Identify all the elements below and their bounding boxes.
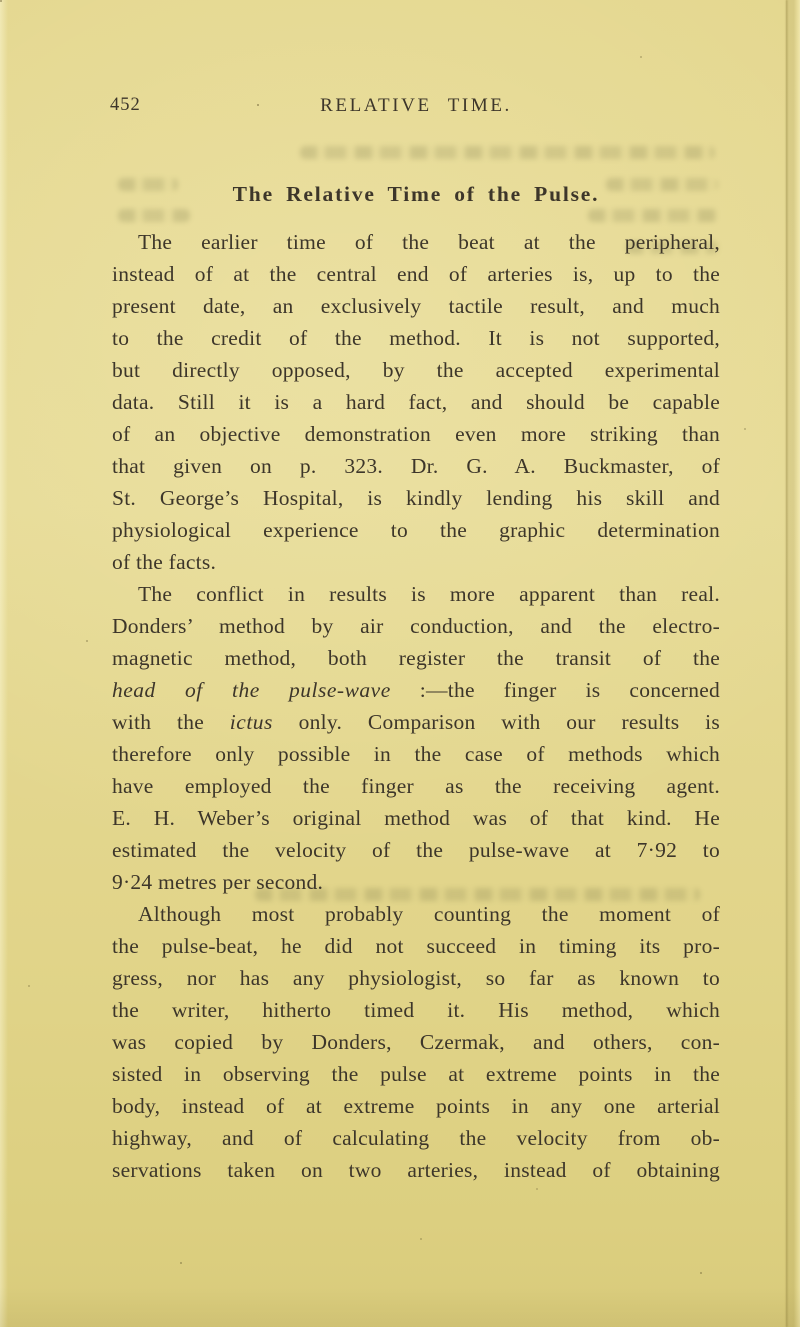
text-line: servations taken on two arteries, instead of obtaining	[112, 1158, 720, 1182]
text-line: 9·24 metres per second.	[112, 870, 324, 894]
text-line: of the facts.	[112, 550, 217, 574]
text-line: instead of at the central end of arteries is, up to the	[112, 262, 720, 286]
text-line: to the credit of the method. It is not supported,	[112, 326, 720, 350]
text-line: The conflict in results is more apparent than real.	[138, 582, 720, 606]
text-line: head of the pulse-wave :—the finger is concerned	[112, 678, 720, 702]
text-line: the pulse-beat, he did not succeed in timing its pro-	[112, 934, 720, 958]
text-line: E. H. Weber’s original method was of that kind. He	[112, 806, 720, 830]
text-line: but directly opposed, by the accepted experimental	[112, 358, 720, 382]
text-line: estimated the velocity of the pulse-wave at 7·92 to	[112, 838, 720, 862]
text-line: sisted in observing the pulse at extreme points in the	[112, 1062, 720, 1086]
section-heading: The Relative Time of the Pulse.	[232, 182, 600, 206]
text-line: Although most probably counting the moment of	[138, 902, 720, 926]
page-number: 452	[110, 95, 141, 115]
text-line: have employed the finger as the receiving agent.	[112, 774, 720, 798]
text-line: Donders’ method by air conduction, and the electro-	[112, 614, 720, 638]
text-line: was copied by Donders, Czermak, and others, con-	[112, 1030, 720, 1054]
page-right-edge-crease	[785, 0, 788, 1327]
show-through-ghost-line	[588, 209, 718, 222]
page-right-edge-band	[786, 0, 800, 1327]
show-through-ghost-line	[300, 146, 715, 159]
running-head-title: RELATIVE TIME.	[320, 95, 512, 116]
show-through-ghost-line	[118, 209, 190, 222]
paper-specks	[0, 0, 2, 2]
text-line: gress, nor has any physiologist, so far as known to	[112, 966, 720, 990]
text-line: body, instead of at extreme points in any one arterial	[112, 1094, 720, 1118]
page-left-edge-highlight	[0, 0, 8, 1327]
text-line: highway, and of calculating the velocity from ob-	[112, 1126, 720, 1150]
running-header	[112, 95, 720, 119]
text-line: present date, an exclusively tactile result, and much	[112, 294, 720, 318]
text-line: The earlier time of the beat at the peripheral,	[138, 230, 720, 254]
text-line: therefore only possible in the case of methods which	[112, 742, 720, 766]
text-line: of an objective demonstration even more striking than	[112, 422, 720, 446]
text-line: that given on p. 323. Dr. G. A. Buckmaster, of	[112, 454, 720, 478]
text-line: with the ictus only. Comparison with our results is	[112, 710, 720, 734]
text-line: the writer, hitherto timed it. His method, which	[112, 998, 720, 1022]
text-line: data. Still it is a hard fact, and should be capable	[112, 390, 720, 414]
text-line: physiological experience to the graphic determination	[112, 518, 720, 542]
text-line: St. George’s Hospital, is kindly lending his skill and	[112, 486, 720, 510]
page-bottom-shading	[0, 1287, 800, 1327]
text-line: magnetic method, both register the transit of the	[112, 646, 720, 670]
body-text	[112, 226, 720, 1186]
